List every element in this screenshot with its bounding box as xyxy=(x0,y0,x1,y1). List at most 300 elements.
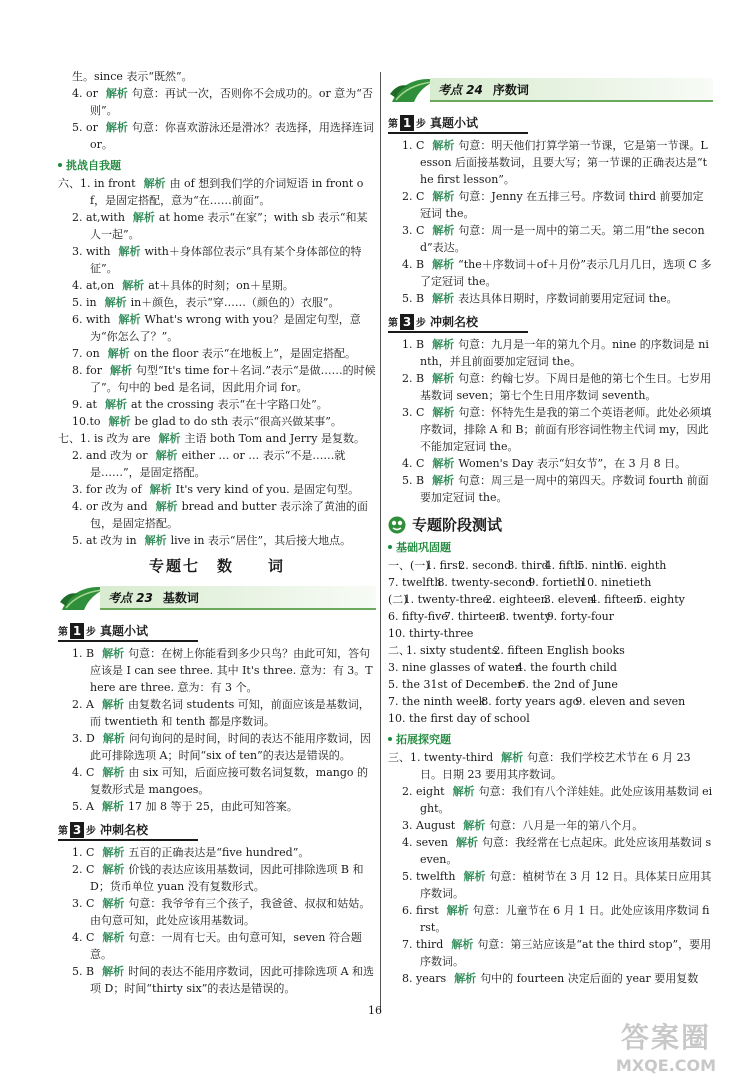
fill-answer: 2. second xyxy=(458,559,512,572)
item-answer: third xyxy=(416,938,444,951)
answer-item xyxy=(58,294,376,311)
answer-item xyxy=(58,963,376,997)
answer-item xyxy=(58,645,376,696)
analysis-label: 解析 xyxy=(143,177,166,190)
item-explanation: 句意：一周有七天。由句意可知，seven 符合题意。 xyxy=(90,931,362,961)
analysis-label: 解析 xyxy=(144,534,167,547)
item-explanation: 五百的正确表达是“five hundred”。 xyxy=(128,846,310,859)
step-bu: 步 xyxy=(86,826,96,837)
fill-answer: 6. the 2nd of June xyxy=(518,678,618,691)
item-explanation: live in 表示“居住”，其后接大地点。 xyxy=(170,534,352,547)
item-answer: or xyxy=(86,87,98,100)
item-answer: is 改为 are xyxy=(94,432,151,445)
test-badge-icon xyxy=(388,516,406,534)
answer-item xyxy=(58,532,376,549)
item-answer: C xyxy=(416,224,425,237)
item-answer: A xyxy=(86,800,94,813)
item-number: 5. xyxy=(72,296,83,309)
chapter-title: 专题七 数 词 xyxy=(148,557,285,575)
fill-answer: 9. eleven and seven xyxy=(575,695,686,708)
challenge-label: 挑战自我题 xyxy=(66,159,121,172)
left-column xyxy=(58,68,376,997)
item-answer: twenty-third xyxy=(424,751,494,764)
item-answer: C xyxy=(416,406,425,419)
item-answer: at 改为 in xyxy=(86,534,137,547)
item-answer: for 改为 of xyxy=(86,483,142,496)
item-answer: A xyxy=(86,698,94,711)
answer-item xyxy=(58,243,376,277)
group-one-b xyxy=(388,591,713,642)
item-answer: twelfth xyxy=(416,870,456,883)
answer-item xyxy=(58,929,376,963)
group-label: 二、 xyxy=(388,644,410,657)
item-answer: first xyxy=(416,904,439,917)
item-explanation: 由 of 想到我们学的介词短语 in front of，是固定搭配，意为“在……前面”。 xyxy=(90,177,364,207)
answer-item xyxy=(58,119,376,153)
analysis-label: 解析 xyxy=(463,870,486,883)
step-di: 第 xyxy=(388,318,398,329)
fill-answer: 3. nine glasses of water xyxy=(388,661,521,674)
item-number: 5. xyxy=(72,534,83,547)
item-number: 1. xyxy=(402,139,413,152)
answer-item xyxy=(388,902,713,936)
item-number: 3. xyxy=(402,819,413,832)
group-six xyxy=(58,175,376,430)
item-explanation: 句意：周三是一周中的第四天。序数词 fourth 前面要加定冠词 the。 xyxy=(420,474,709,504)
group-one-b-items xyxy=(388,593,695,640)
item-number: 3. xyxy=(72,732,83,745)
step-di: 第 xyxy=(58,826,68,837)
analysis-label: 解析 xyxy=(451,938,474,951)
group-label: 一、(一) xyxy=(388,559,430,572)
item-answer: B xyxy=(416,258,425,271)
item-explanation: Women's Day 表示“妇女节”，在 3 月 8 日。 xyxy=(458,457,687,470)
answer-item xyxy=(388,188,713,222)
item-number: 5. xyxy=(402,292,413,305)
item-number: 1. xyxy=(402,338,413,351)
fill-answer: 2. eighteen xyxy=(485,593,548,606)
step-bu: 步 xyxy=(416,318,426,329)
analysis-label: 解析 xyxy=(432,457,455,470)
answer-item xyxy=(58,764,376,798)
item-explanation: 句意：我们学校艺术节在 6 月 23 日。日期 23 要用其序数词。 xyxy=(420,751,691,781)
answer-item xyxy=(388,936,713,970)
answer-item xyxy=(58,85,376,119)
item-explanation: 句意：儿童节在 6 月 1 日。此处应该用序数词 first。 xyxy=(420,904,710,934)
item-answer: C xyxy=(416,457,425,470)
challenge-heading xyxy=(58,157,376,173)
answer-item xyxy=(58,730,376,764)
item-number: 2. xyxy=(72,863,83,876)
answer-item xyxy=(58,696,376,730)
item-explanation: 句意：我经常在七点起床。此处应该用基数词 seven。 xyxy=(420,836,712,866)
item-answer: at,on xyxy=(86,279,115,292)
item-number: 4. xyxy=(402,457,413,470)
item-number: 3. xyxy=(72,483,83,496)
item-answer: B xyxy=(86,965,95,978)
analysis-label: 解析 xyxy=(101,800,124,813)
analysis-label: 解析 xyxy=(501,751,524,764)
item-explanation: 句意：明天他们打算学第一节课，它是第一节课。Lesson 后面接基数词，且要大写；第一节课的正确表达是“the first lesson”。 xyxy=(420,139,708,186)
step-bu: 步 xyxy=(416,119,426,130)
analysis-label: 解析 xyxy=(107,347,130,360)
item-explanation: “the＋序数词＋of＋月份”表示几月几日，选项 C 多了定冠词 the。 xyxy=(420,258,712,288)
fill-answer: 10. the first day of school xyxy=(388,712,530,725)
item-explanation: It's very kind of you. 是固定句型。 xyxy=(175,483,360,496)
kaodian-24-title: 序数词 xyxy=(492,82,529,97)
item-answer: to xyxy=(89,415,101,428)
step-number: 1 xyxy=(400,115,414,131)
analysis-label: 解析 xyxy=(109,364,132,377)
analysis-label: 解析 xyxy=(432,338,455,351)
fill-answer: 9. fortieth xyxy=(528,576,585,589)
fill-answer: 5. eighty xyxy=(636,593,685,606)
analysis-label: 解析 xyxy=(108,415,131,428)
answer-item xyxy=(58,68,376,85)
answer-item xyxy=(58,861,376,895)
fill-answer: 6. fifty-five xyxy=(388,610,448,623)
analysis-label: 解析 xyxy=(102,931,125,944)
answer-item xyxy=(388,834,713,868)
answer-item xyxy=(388,783,713,817)
step-title: 冲刺名校 xyxy=(100,823,149,837)
item-answer: in front xyxy=(94,177,136,190)
step-title: 真题小试 xyxy=(100,624,149,638)
watermark-url: MXQE.COM xyxy=(615,1056,717,1075)
kaodian-23-band xyxy=(100,586,376,610)
answer-item xyxy=(58,895,376,929)
fill-answer: 4. fifteen xyxy=(590,593,641,606)
item-number: 6. xyxy=(402,904,413,917)
item-number: 4. xyxy=(402,258,413,271)
group-three xyxy=(388,749,713,987)
analysis-label: 解析 xyxy=(122,279,145,292)
answer-item xyxy=(58,175,376,209)
item-answer: B xyxy=(416,292,425,305)
item-answer: with xyxy=(86,245,111,258)
basic-heading xyxy=(388,539,713,555)
item-answer: C xyxy=(86,863,95,876)
fill-answer: 1. twenty-three xyxy=(403,593,490,606)
step-title: 冲刺名校 xyxy=(430,315,479,329)
page-number: 16 xyxy=(368,1004,382,1017)
analysis-label: 解析 xyxy=(104,296,127,309)
item-explanation: 17 加 8 等于 25，由此可知答案。 xyxy=(127,800,298,813)
bullet-icon xyxy=(58,163,62,167)
item-answer: on xyxy=(86,347,100,360)
item-number: 4. xyxy=(72,87,83,100)
item-number: 4. xyxy=(72,931,83,944)
answer-item xyxy=(58,277,376,294)
answer-item xyxy=(58,798,376,815)
item-explanation: 句意：再试一次，否则你不会成功的。or 意为“否则”。 xyxy=(90,87,373,117)
item-explanation: at the crossing 表示“在十字路口处”。 xyxy=(130,398,328,411)
analysis-label: 解析 xyxy=(118,245,141,258)
analysis-label: 解析 xyxy=(102,897,125,910)
item-explanation: 句意：在树上你能看到多少只鸟？由此可知，答句应该是 I can see three. 其中 It's three. 意为：有 3。There are three. 意为：有 3 个。 xyxy=(90,647,373,694)
kd24-step3-list xyxy=(388,336,713,506)
item-answer: C xyxy=(416,139,425,152)
analysis-label: 解析 xyxy=(432,224,455,237)
step-bu: 步 xyxy=(86,627,96,638)
answer-item xyxy=(58,345,376,362)
analysis-label: 解析 xyxy=(463,819,486,832)
item-number: 6. xyxy=(72,313,83,326)
item-answer: or xyxy=(86,121,98,134)
item-answer: at,with xyxy=(86,211,125,224)
answer-item xyxy=(58,396,376,413)
item-answer: C xyxy=(86,897,95,910)
item-explanation: 生。since 表示“既然”。 xyxy=(72,70,193,83)
step-1-heading xyxy=(58,622,198,642)
answer-item xyxy=(58,413,376,430)
item-answer: D xyxy=(86,732,95,745)
item-explanation: with＋身体部位表示“具有某个身体部位的特征”。 xyxy=(90,245,362,275)
item-number: 2. xyxy=(402,785,413,798)
fill-answer: 4. fifth xyxy=(544,559,582,572)
kaodian-23-title: 基数词 xyxy=(162,590,199,605)
analysis-label: 解析 xyxy=(454,972,477,985)
item-answer: B xyxy=(416,474,425,487)
stage-test-title xyxy=(388,514,713,535)
item-number: 1. xyxy=(72,846,83,859)
item-number: 3. xyxy=(72,897,83,910)
kd23-step1-list xyxy=(58,645,376,815)
fill-answer: 4. the fourth child xyxy=(516,661,617,674)
answer-item xyxy=(58,311,376,345)
item-answer: B xyxy=(416,338,425,351)
answer-item xyxy=(388,222,713,256)
item-answer: C xyxy=(416,190,425,203)
item-number: 1. xyxy=(410,751,421,764)
step-1-heading xyxy=(388,114,528,134)
fill-answer: 3. third xyxy=(507,559,549,572)
analysis-label: 解析 xyxy=(102,863,125,876)
analysis-label: 解析 xyxy=(102,965,125,978)
analysis-label: 解析 xyxy=(158,432,181,445)
item-number: 1. xyxy=(72,647,83,660)
item-number: 8. xyxy=(72,364,83,377)
answer-item xyxy=(388,256,713,290)
item-explanation: What's wrong with you？是固定句型，意为“你怎么了？”。 xyxy=(90,313,361,343)
left-top-items xyxy=(58,68,376,153)
item-answer: August xyxy=(416,819,456,832)
item-number: 5. xyxy=(402,870,413,883)
step-3-heading xyxy=(58,821,198,841)
item-number: 3. xyxy=(402,406,413,419)
item-explanation: on the floor 表示“在地板上”，是固定搭配。 xyxy=(133,347,357,360)
analysis-label: 解析 xyxy=(432,258,455,271)
item-number: 5. xyxy=(402,474,413,487)
item-explanation: 句意：周一是一周中的第二天。第二用“the second”表达。 xyxy=(420,224,705,254)
item-explanation: in＋颜色，表示“穿……（颜色的）衣服”。 xyxy=(130,296,340,309)
answer-item xyxy=(388,137,713,188)
item-answer: for xyxy=(86,364,102,377)
item-number: 4. xyxy=(72,766,83,779)
fill-answer: 1. first xyxy=(425,559,463,572)
item-answer: at xyxy=(86,398,97,411)
fill-answer: 10. ninetieth xyxy=(580,576,652,589)
analysis-label: 解析 xyxy=(104,398,127,411)
answer-item xyxy=(388,868,713,902)
item-number: 2. xyxy=(402,372,413,385)
item-explanation: 句意：第三站应该是“at the third stop”，要用序数词。 xyxy=(420,938,712,968)
analysis-label: 解析 xyxy=(118,313,141,326)
group-one-a-items xyxy=(388,559,676,589)
answer-item xyxy=(388,370,713,404)
extension-label: 拓展探究题 xyxy=(396,733,451,746)
watermark-main: 答案圈 xyxy=(620,1021,711,1054)
item-explanation: 句意：八月是一年的第八个月。 xyxy=(489,819,644,832)
group-label: 六、 xyxy=(58,177,80,190)
item-explanation: either … or … 表示“不是……就是……”，是固定搭配。 xyxy=(90,449,346,479)
kaodian-24-band xyxy=(430,78,713,102)
answer-item xyxy=(388,749,713,783)
analysis-label: 解析 xyxy=(149,483,172,496)
item-explanation: 句意：植树节在 3 月 12 日。具体某日应用其序数词。 xyxy=(420,870,712,900)
analysis-label: 解析 xyxy=(102,766,125,779)
basic-label: 基础巩固题 xyxy=(396,541,451,554)
analysis-label: 解析 xyxy=(105,121,128,134)
item-number: 8. xyxy=(402,972,413,985)
fill-answer: 8. twenty-second xyxy=(437,576,533,589)
item-number: 7. xyxy=(72,347,83,360)
item-answer: and 改为 or xyxy=(86,449,148,462)
analysis-label: 解析 xyxy=(102,846,125,859)
step-number: 3 xyxy=(400,314,414,330)
column-divider xyxy=(380,72,381,1012)
step-number: 3 xyxy=(70,822,84,838)
group-label: 七、 xyxy=(58,432,80,445)
item-number: 5. xyxy=(72,965,83,978)
bullet-icon xyxy=(388,545,392,549)
item-explanation: 时间的表达不能用序数词，因此可排除选项 A 和选项 D；时间“thirty six”的表达是错误的。 xyxy=(90,965,375,995)
item-number: 5. xyxy=(72,121,83,134)
fill-answer: 8. twenty xyxy=(498,610,551,623)
fill-answer: 9. forty-four xyxy=(546,610,615,623)
fill-answer: 5. the 31st of December xyxy=(388,678,523,691)
analysis-label: 解析 xyxy=(101,698,124,711)
item-number: 7. xyxy=(402,938,413,951)
item-explanation: 主语 both Tom and Jerry 是复数。 xyxy=(184,432,366,445)
kd23-step3-list xyxy=(58,844,376,997)
item-answer: in xyxy=(86,296,97,309)
group-one-a xyxy=(388,557,713,591)
item-explanation: bread and butter 表示涂了黄油的面包，是固定搭配。 xyxy=(90,500,368,530)
fill-answer: 8. forty years ago xyxy=(481,695,580,708)
analysis-label: 解析 xyxy=(446,904,469,917)
analysis-label: 解析 xyxy=(102,732,125,745)
fill-answer: 1. sixty students xyxy=(406,644,498,657)
answer-item xyxy=(388,472,713,506)
item-number: 2. xyxy=(402,190,413,203)
item-explanation: 由复数名词 students 可知，前面应该是基数词，而 twentieth 和 tenth 都是序数词。 xyxy=(90,698,370,728)
answer-item xyxy=(388,970,713,987)
item-number: 10. xyxy=(72,415,90,428)
item-explanation: 问句询问的是时间，时间的表达不能用序数词，因此可排除选项 A；时间“six of ten”的表达是错误的。 xyxy=(90,732,371,762)
kaodian-23-label: 考点 23 xyxy=(108,590,153,605)
item-number: 2. xyxy=(72,211,83,224)
analysis-label: 解析 xyxy=(155,449,178,462)
group-label: (二) xyxy=(388,593,408,606)
analysis-label: 解析 xyxy=(432,474,455,487)
item-explanation: 句意：你喜欢游泳还是滑冰？表选择，用选择连词 or。 xyxy=(90,121,374,151)
item-number: 2. xyxy=(72,449,83,462)
answer-item xyxy=(388,404,713,455)
fill-answer: 10. thirty-three xyxy=(388,627,474,640)
item-number: 1. xyxy=(80,432,91,445)
step-3-heading xyxy=(388,313,528,333)
item-number: 1. xyxy=(80,177,91,190)
group-two-items xyxy=(388,644,695,725)
kd24-step1-list xyxy=(388,137,713,307)
item-number: 4. xyxy=(402,836,413,849)
analysis-label: 解析 xyxy=(105,87,128,100)
group-seven xyxy=(58,430,376,549)
analysis-label: 解析 xyxy=(432,190,455,203)
analysis-label: 解析 xyxy=(432,292,455,305)
item-answer: C xyxy=(86,931,95,944)
group-label: 三、 xyxy=(388,751,410,764)
item-answer: seven xyxy=(416,836,448,849)
item-explanation: 句意：约翰七岁。下周日是他的第七个生日。七岁用基数词 seven；第七个生日用序数词 seventh。 xyxy=(420,372,712,402)
item-explanation: be glad to do sth 表示“很高兴做某事”。 xyxy=(134,415,342,428)
item-explanation: at home 表示“在家”；with sb 表示“和某人一起”。 xyxy=(90,211,368,241)
answer-item xyxy=(58,209,376,243)
analysis-label: 解析 xyxy=(132,211,155,224)
item-explanation: 句意：怀特先生是我的第二个英语老师。此处必须填序数词，排除 A 和 B；前面有形容词性物主代词 my，因此不能加定冠词 the。 xyxy=(420,406,712,453)
fill-answer: 7. twelfth xyxy=(388,576,442,589)
analysis-label: 解析 xyxy=(455,836,478,849)
item-answer: or 改为 and xyxy=(86,500,148,513)
answer-item xyxy=(58,844,376,861)
item-answer: B xyxy=(416,372,425,385)
group-two xyxy=(388,642,713,727)
answer-item xyxy=(58,481,376,498)
analysis-label: 解析 xyxy=(432,372,455,385)
fill-answer: 5. ninth xyxy=(577,559,621,572)
item-number: 3. xyxy=(72,245,83,258)
answer-item xyxy=(58,430,376,447)
answer-item xyxy=(58,498,376,532)
item-explanation: 句意：我爷爷有三个孩子，我爸爸、叔叔和姑姑。由句意可知，此处应该用基数词。 xyxy=(90,897,371,927)
answer-item xyxy=(388,290,713,307)
fill-answer: 7. thirteen xyxy=(443,610,503,623)
item-number: 4. xyxy=(72,500,83,513)
analysis-label: 解析 xyxy=(102,647,125,660)
step-title: 真题小试 xyxy=(430,116,479,130)
stage-test-label: 专题阶段测试 xyxy=(412,516,503,534)
item-explanation: 表达具体日期时，序数词前要用定冠词 the。 xyxy=(458,292,678,305)
item-answer: C xyxy=(86,846,95,859)
item-number: 4. xyxy=(72,279,83,292)
item-explanation: 句意：九月是一年的第九个月。nine 的序数词是 ninth，并且前面要加定冠词 the。 xyxy=(420,338,709,368)
analysis-label: 解析 xyxy=(155,500,178,513)
item-explanation: 价钱的表达应该用基数词，因此可排除选项 B 和 D；货币单位 yuan 没有复数形式。 xyxy=(90,863,364,893)
fill-answer: 2. fifteen English books xyxy=(493,644,625,657)
fill-answer: 7. the ninth week xyxy=(388,695,486,708)
right-column xyxy=(388,68,713,987)
fill-answer: 3. eleven xyxy=(543,593,595,606)
item-answer: with xyxy=(86,313,111,326)
answer-item xyxy=(58,447,376,481)
answer-item xyxy=(58,362,376,396)
answer-item xyxy=(388,455,713,472)
item-explanation: 句意：Jenny 在五排三号。序数词 third 前要加定冠词 the。 xyxy=(420,190,704,220)
analysis-label: 解析 xyxy=(432,139,455,152)
kaodian-23-banner xyxy=(58,582,376,614)
bullet-icon xyxy=(388,737,392,741)
